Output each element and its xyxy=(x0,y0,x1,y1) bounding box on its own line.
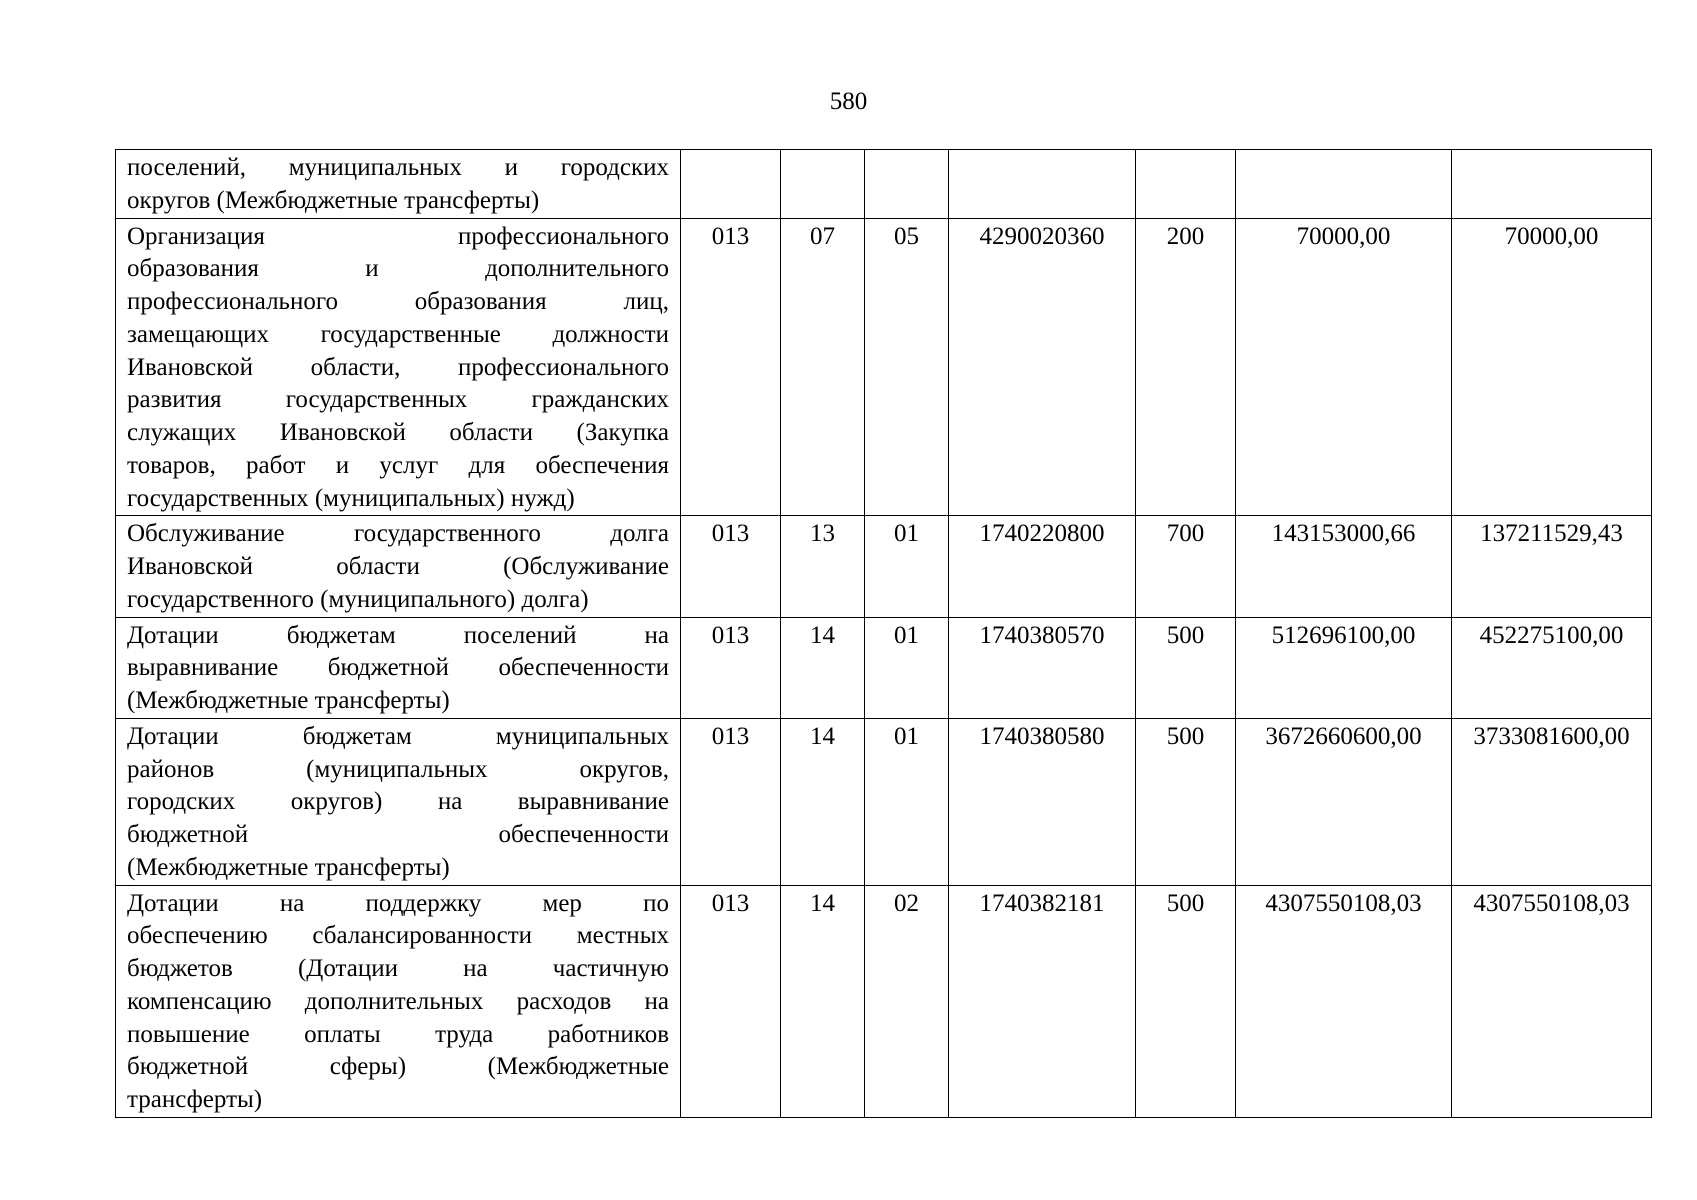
description-line: повышение оплаты труда работников xyxy=(127,1020,669,1048)
target-article-cell xyxy=(949,150,1136,219)
description-line: товаров, работ и услуг для обеспечения xyxy=(127,451,669,479)
amount-1-cell xyxy=(1236,150,1452,219)
budget-table xyxy=(115,149,1652,1118)
admin-code-cell: 013 xyxy=(681,718,781,885)
subsection-cell: 05 xyxy=(865,218,949,516)
subsection-cell xyxy=(865,150,949,219)
description-line: Обслуживание государственного долга xyxy=(127,520,669,548)
target-article-cell: 1740380580 xyxy=(949,718,1136,885)
subsection-cell: 01 xyxy=(865,617,949,718)
page-number: 580 xyxy=(829,88,868,115)
description-cell xyxy=(116,617,681,718)
description-line: Ивановской области, профессионального xyxy=(127,353,669,381)
admin-code-cell: 013 xyxy=(681,617,781,718)
description-line: округов (Межбюджетные трансферты) xyxy=(127,186,540,214)
table-row xyxy=(116,218,1652,516)
description-line: бюджетов (Дотации на частичную xyxy=(127,955,669,982)
description-line: государственного (муниципального) долга) xyxy=(127,585,589,613)
amount-1-cell: 143153000,66 xyxy=(1236,516,1452,617)
subsection-cell: 01 xyxy=(865,516,949,617)
table-row xyxy=(116,617,1652,718)
section-cell xyxy=(781,150,865,219)
amount-2-cell: 137211529,43 xyxy=(1452,516,1652,617)
admin-code-cell: 013 xyxy=(681,885,781,1117)
description-line: образования и дополнительного xyxy=(127,255,669,283)
subsection-cell: 01 xyxy=(865,718,949,885)
description-line: районов (муниципальных округов, xyxy=(127,755,669,783)
description-line: компенсацию дополнительных расходов на xyxy=(127,987,669,1015)
description-line: поселений, муниципальных и городских xyxy=(127,154,669,181)
description-line: (Межбюджетные трансферты) xyxy=(127,853,450,881)
description-line: (Межбюджетные трансферты) xyxy=(127,687,450,714)
amount-2-cell: 3733081600,00 xyxy=(1452,718,1652,885)
description-line: обеспечению сбалансированности местных xyxy=(127,922,669,950)
amount-2-cell xyxy=(1452,150,1652,219)
description-line: профессионального образования лиц, xyxy=(127,288,669,315)
admin-code-cell: 013 xyxy=(681,218,781,516)
section-cell: 14 xyxy=(781,885,865,1117)
description-line: Дотации на поддержку мер по xyxy=(127,889,669,917)
description-line: замещающих государственные должности xyxy=(127,320,669,348)
description-line: трансферты) xyxy=(127,1086,263,1113)
description-line: развития государственных гражданских xyxy=(127,386,669,414)
description-line: Дотации бюджетам муниципальных xyxy=(127,722,669,750)
expense-type-cell: 200 xyxy=(1136,218,1236,516)
amount-1-cell: 4307550108,03 xyxy=(1236,885,1452,1117)
target-article-cell: 4290020360 xyxy=(949,218,1136,516)
description-line: городских округов) на выравнивание xyxy=(127,788,669,816)
section-cell: 13 xyxy=(781,516,865,617)
description-line: Дотации бюджетам поселений на xyxy=(127,621,669,649)
table-row xyxy=(116,150,1652,219)
description-line: бюджетной сферы) (Межбюджетные xyxy=(127,1053,669,1081)
target-article-cell: 1740220800 xyxy=(949,516,1136,617)
table-row xyxy=(116,718,1652,885)
section-cell: 14 xyxy=(781,617,865,718)
amount-1-cell: 3672660600,00 xyxy=(1236,718,1452,885)
amount-2-cell: 70000,00 xyxy=(1452,218,1652,516)
expense-type-cell xyxy=(1136,150,1236,219)
expense-type-cell: 500 xyxy=(1136,885,1236,1117)
section-cell: 07 xyxy=(781,218,865,516)
section-cell: 14 xyxy=(781,718,865,885)
expense-type-cell: 700 xyxy=(1136,516,1236,617)
description-cell xyxy=(116,516,681,617)
target-article-cell: 1740382181 xyxy=(949,885,1136,1117)
target-article-cell: 1740380570 xyxy=(949,617,1136,718)
description-line: бюджетной обеспеченности xyxy=(127,821,669,848)
admin-code-cell: 013 xyxy=(681,516,781,617)
amount-1-cell: 512696100,00 xyxy=(1236,617,1452,718)
subsection-cell: 02 xyxy=(865,885,949,1117)
description-line: государственных (муниципальных) нужд) xyxy=(127,484,575,512)
description-line: выравнивание бюджетной обеспеченности xyxy=(127,654,669,682)
description-cell xyxy=(116,885,681,1117)
description-cell xyxy=(116,218,681,516)
description-line: Организация профессионального xyxy=(127,222,669,250)
expense-type-cell: 500 xyxy=(1136,617,1236,718)
amount-2-cell: 4307550108,03 xyxy=(1452,885,1652,1117)
table-row xyxy=(116,516,1652,617)
description-cell xyxy=(116,718,681,885)
description-line: служащих Ивановской области (Закупка xyxy=(127,419,669,446)
description-line: Ивановской области (Обслуживание xyxy=(127,553,669,580)
description-cell xyxy=(116,150,681,219)
expense-type-cell: 500 xyxy=(1136,718,1236,885)
table-row xyxy=(116,885,1652,1117)
amount-1-cell: 70000,00 xyxy=(1236,218,1452,516)
admin-code-cell xyxy=(681,150,781,219)
amount-2-cell: 452275100,00 xyxy=(1452,617,1652,718)
